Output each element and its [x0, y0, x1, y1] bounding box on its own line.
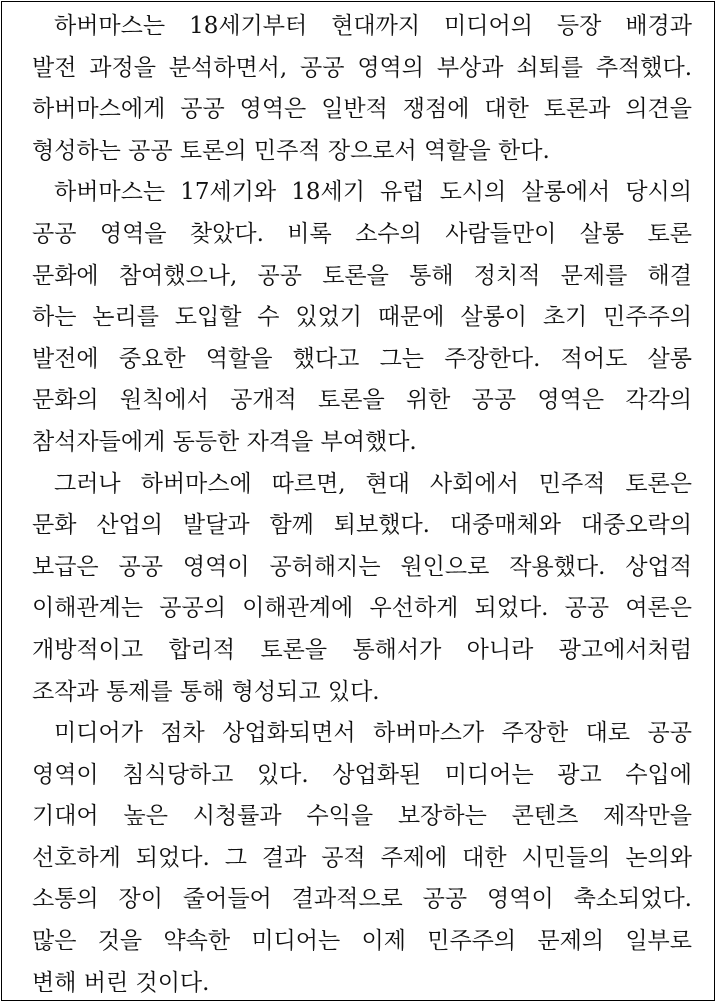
- paragraph-3-line-3: 보급은 공공 영역이 공허해지는 원인으로 작용했다. 상업적: [32, 553, 692, 580]
- paragraph-3-line-2: 문화 산업의 발달과 함께 퇴보했다. 대중매체와 대중오락의: [32, 512, 692, 539]
- paragraph-2-line-3: 문화에 참여했으나, 공공 토론을 통해 정치적 문제를 해결: [32, 262, 692, 289]
- paragraph-4-line-4: 선호하게 되었다. 그 결과 공적 주제에 대한 시민들의 논의와: [32, 844, 692, 871]
- paragraph-1-line-3: 하버마스에게 공공 영역은 일반적 쟁점에 대한 토론과 의견을: [32, 96, 692, 123]
- paragraph-1-line-1: 하버마스는 18세기부터 현대까지 미디어의 등장 배경과: [54, 13, 692, 39]
- paragraph-2-line-6: 문화의 원칙에서 공개적 토론을 위한 공공 영역은 각각의: [32, 387, 692, 414]
- paragraph-3-line-4: 이해관계는 공공의 이해관계에 우선하게 되었다. 공공 여론은: [32, 595, 692, 622]
- text-body: [32, 6, 692, 1004]
- paragraph-4-line-3: 기대어 높은 시청률과 수익을 보장하는 콘텐츠 제작만을: [32, 803, 692, 830]
- paragraph-4-line-5: 소통의 장이 줄어들어 결과적으로 공공 영역이 축소되었다.: [32, 886, 692, 913]
- paragraph-4-line-2: 영역이 침식당하고 있다. 상업화된 미디어는 광고 수입에: [32, 761, 692, 788]
- paragraph-1-line-2: 발전 과정을 분석하면서, 공공 영역의 부상과 쇠퇴를 추적했다.: [32, 54, 692, 81]
- paragraph-4-line-6: 많은 것을 약속한 미디어는 이제 민주주의 문제의 일부로: [32, 928, 692, 955]
- paragraph-2-line-1: 하버마스는 17세기와 18세기 유럽 도시의 살롱에서 당시의: [54, 179, 692, 206]
- paragraph-3-line-1: 그러나 하버마스에 따르면, 현대 사회에서 민주적 토론은: [54, 470, 692, 497]
- paragraph-2-line-5: 발전에 중요한 역할을 했다고 그는 주장한다. 적어도 살롱: [32, 345, 692, 372]
- text-box: [1, 1, 715, 1001]
- paragraph-4-line-7: 변해 버린 것이다.: [32, 969, 210, 996]
- paragraph-2-line-4: 하는 논리를 도입할 수 있었기 때문에 살롱이 초기 민주주의: [32, 304, 692, 331]
- paragraph-3-line-5: 개방적이고 합리적 토론을 통해서가 아니라 광고에서처럼: [32, 636, 692, 663]
- paragraph-2-line-2: 공공 영역을 찾았다. 비록 소수의 사람들만이 살롱 토론: [32, 220, 692, 247]
- paragraph-4-line-1: 미디어가 점차 상업화되면서 하버마스가 주장한 대로 공공: [54, 720, 692, 747]
- paragraph-1-line-4: 형성하는 공공 토론의 민주적 장으로서 역할을 한다.: [32, 137, 550, 164]
- paragraph-3-line-6: 조작과 통제를 통해 형성되고 있다.: [32, 678, 380, 705]
- paragraph-2-line-7: 참석자들에게 동등한 자격을 부여했다.: [32, 428, 417, 455]
